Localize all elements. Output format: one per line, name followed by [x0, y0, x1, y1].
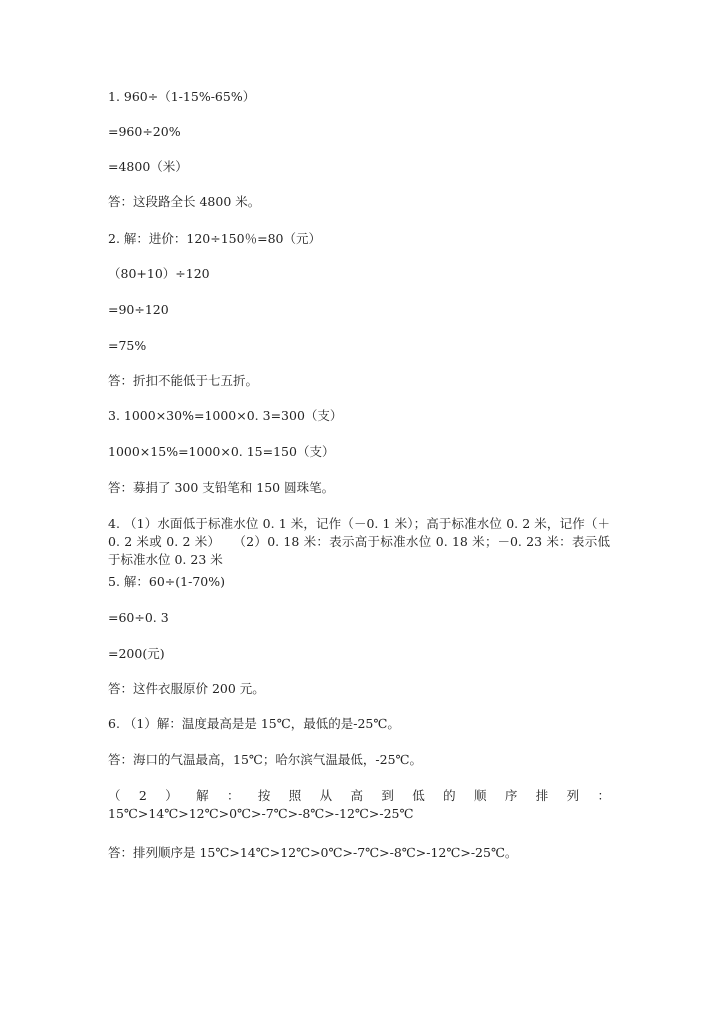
q3-answer: 答：募捐了 300 支铅笔和 150 圆珠笔。	[108, 480, 335, 495]
q1-line-3: =4800（米）	[108, 159, 188, 174]
q1-line-1: 1. 960÷（1-15%-65%）	[108, 89, 256, 104]
q5-line-1: 5. 解：60÷(1-70%)	[108, 574, 225, 589]
q6-part1: 6. （1）解：温度最高是是 15℃，最低的是-25℃。	[108, 716, 400, 731]
q6-part2-answer: 答：排列顺序是 15℃>14℃>12℃>0℃>-7℃>-8℃>-12℃>-25℃。	[108, 845, 518, 860]
q3-line-2: 1000×15%=1000×0. 15=150（支）	[108, 444, 335, 459]
q2-line-3: =90÷120	[108, 302, 169, 317]
q3-line-1: 3. 1000×30%=1000×0. 3=300（支）	[108, 408, 343, 423]
q5-line-2: =60÷0. 3	[108, 610, 169, 625]
q6-part1-answer: 答：海口的气温最高，15℃；哈尔滨气温最低，-25℃。	[108, 752, 423, 767]
q5-answer: 答：这件衣服原价 200 元。	[108, 681, 265, 696]
q5-line-3: =200(元)	[108, 646, 165, 661]
q2-answer: 答：折扣不能低于七五折。	[108, 373, 259, 388]
q2-line-1: 2. 解：进价：120÷150％=80（元）	[108, 231, 321, 246]
q2-line-4: =75%	[108, 338, 147, 353]
q2-line-2: （80+10）÷120	[108, 266, 210, 281]
q1-answer: 答：这段路全长 4800 米。	[108, 194, 261, 209]
q1-line-2: =960÷20%	[108, 124, 181, 139]
q4-paragraph: 4. （1）水面低于标准水位 0. 1 米，记作（－0. 1 米）；高于标准水位 0. 2 米，记作（＋0. 2 米或 0. 2 米） （2）0. 18 米：表示高于标准水位 0. 18 米；－0. 23 米：表示低于标准水位 0. 23 米	[108, 516, 610, 567]
q6-part2: （2）解：按照从高到低的顺序排列：15℃>14℃>12℃>0℃>-7℃>-8℃>-12℃>-25℃	[108, 788, 610, 821]
